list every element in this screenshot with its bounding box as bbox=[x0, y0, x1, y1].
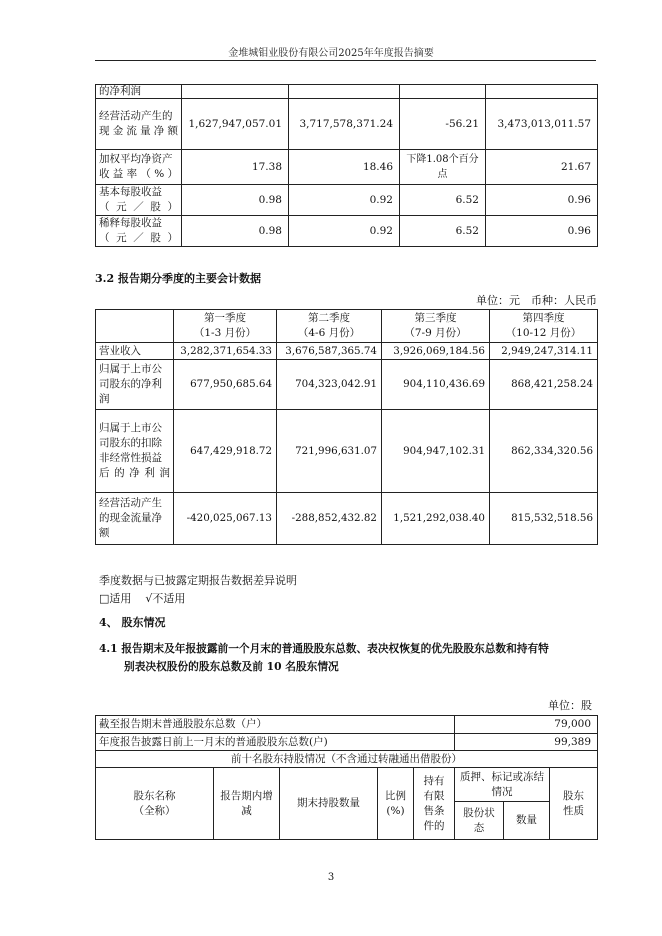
table-row bbox=[96, 751, 598, 768]
section-4-1-title-line1: 4.1 报告期末及年报披露前一个月末的普通股股东总数、表决权恢复的优先股股东总数和持有特 bbox=[99, 642, 549, 655]
header-q1: 第一季度 （1-3 月份） bbox=[174, 310, 277, 343]
table-cell: 0.92 bbox=[289, 185, 400, 216]
table-cell: 721,996,631.07 bbox=[277, 410, 382, 493]
table-cell bbox=[486, 85, 598, 99]
quarterly-data-table bbox=[95, 309, 598, 545]
unit-currency-label: 单位：元 币种：人民币 bbox=[476, 294, 597, 307]
header-restricted-shares: 持有有限售条件的 bbox=[414, 768, 455, 840]
table-header-row bbox=[96, 310, 598, 343]
section-3-2-title: 3.2 报告期分季度的主要会计数据 bbox=[95, 272, 261, 285]
table-row bbox=[96, 734, 598, 751]
table-row bbox=[96, 150, 598, 185]
table-cell: 0.98 bbox=[182, 185, 289, 216]
table-header-row bbox=[96, 768, 598, 802]
table-row bbox=[96, 410, 598, 493]
row-label: 截至报告期末普通股股东总数（户） bbox=[96, 716, 455, 734]
table-cell: 0.96 bbox=[486, 216, 598, 247]
table-cell: 18.46 bbox=[289, 150, 400, 185]
table-cell: 0.92 bbox=[289, 216, 400, 247]
row-label: 年度报告披露日前上一月末的普通股股东总数(户) bbox=[96, 734, 455, 751]
row-label: 经营活动产生的现金流量净额 bbox=[96, 99, 182, 150]
header-share-state: 股份状态 bbox=[455, 802, 504, 840]
table-row bbox=[96, 99, 598, 150]
header-empty-cell bbox=[96, 310, 174, 343]
table-row bbox=[96, 185, 598, 216]
header-q4: 第四季度 （10-12 月份） bbox=[490, 310, 598, 343]
table-cell: 3,926,069,184.56 bbox=[382, 343, 490, 360]
top10-caption: 前十名股东持股情况（不含通过转融通出借股份） bbox=[96, 751, 598, 768]
key-indicators-table bbox=[95, 84, 598, 247]
option-not-applicable: √不适用 bbox=[145, 592, 186, 605]
table-cell: 下降1.08个百分点 bbox=[400, 150, 486, 185]
table-cell: 99,389 bbox=[455, 734, 598, 751]
shareholders-table bbox=[95, 715, 598, 840]
table-cell bbox=[289, 85, 400, 99]
table-cell: 79,000 bbox=[455, 716, 598, 734]
table-cell: 2,949,247,314.11 bbox=[490, 343, 598, 360]
table-cell: 1,627,947,057.01 bbox=[182, 99, 289, 150]
table-cell: 3,717,578,371.24 bbox=[289, 99, 400, 150]
header-period-change: 报告期内增减 bbox=[214, 768, 280, 840]
table-cell: -56.21 bbox=[400, 99, 486, 150]
table-cell: -288,852,432.82 bbox=[277, 493, 382, 545]
table-cell: 677,950,685.64 bbox=[174, 360, 277, 410]
table-cell: 6.52 bbox=[400, 185, 486, 216]
table-cell: 17.38 bbox=[182, 150, 289, 185]
row-label: 加权平均净资产收益率（%） bbox=[96, 150, 182, 185]
table-cell: 3,282,371,654.33 bbox=[174, 343, 277, 360]
table-cell: 815,532,518.56 bbox=[490, 493, 598, 545]
table-row bbox=[96, 343, 598, 360]
table-cell: 862,334,320.56 bbox=[490, 410, 598, 493]
table-row bbox=[96, 716, 598, 734]
section-4-1-title-line2: 别表决权股份的股东总数及前 10 名股东情况 bbox=[124, 660, 339, 673]
header-q2: 第二季度 （4-6 月份） bbox=[277, 310, 382, 343]
header-shares-held: 期末持股数量 bbox=[280, 768, 378, 840]
table-cell bbox=[400, 85, 486, 99]
header-shareholder-name: 股东名称（全称） bbox=[96, 768, 214, 840]
page-number: 3 bbox=[327, 872, 335, 883]
table-cell: -420,025,067.13 bbox=[174, 493, 277, 545]
row-label: 稀释每股收益（元／股） bbox=[96, 216, 182, 247]
table-cell: 868,421,258.24 bbox=[490, 360, 598, 410]
table-cell: 1,521,292,038.40 bbox=[382, 493, 490, 545]
table-row bbox=[96, 85, 598, 99]
table-cell: 21.67 bbox=[486, 150, 598, 185]
table-cell: 647,429,918.72 bbox=[174, 410, 277, 493]
header-pledge-status: 质押、标记或冻结情况 bbox=[455, 768, 550, 802]
table-cell: 6.52 bbox=[400, 216, 486, 247]
row-label: 经营活动产生的现金流量净额 bbox=[96, 493, 174, 545]
header-q3: 第三季度 （7-9 月份） bbox=[382, 310, 490, 343]
header-quantity: 数量 bbox=[504, 802, 550, 840]
header-divider bbox=[95, 60, 596, 61]
table-cell: 3,473,013,011.57 bbox=[486, 99, 598, 150]
table-row bbox=[96, 360, 598, 410]
header-shareholder-nature: 股东性质 bbox=[550, 768, 598, 840]
table-cell bbox=[182, 85, 289, 99]
table-cell: 0.98 bbox=[182, 216, 289, 247]
page-header: 金堆城钼业股份有限公司2025年年度报告摘要 bbox=[228, 48, 434, 59]
row-label: 营业收入 bbox=[96, 343, 174, 360]
section-4-title: 4、 股东情况 bbox=[99, 616, 166, 629]
applicability-options bbox=[99, 590, 185, 606]
row-label: 的净利润 bbox=[96, 85, 182, 99]
option-applicable: □适用 bbox=[99, 592, 132, 605]
table-cell: 904,947,102.31 bbox=[382, 410, 490, 493]
table-row bbox=[96, 493, 598, 545]
share-unit-label: 单位：股 bbox=[548, 699, 592, 712]
table-row bbox=[96, 216, 598, 247]
table-cell: 904,110,436.69 bbox=[382, 360, 490, 410]
quarterly-diff-note: 季度数据与已披露定期报告数据差异说明 bbox=[99, 574, 297, 587]
row-label: 归属于上市公司股东的扣除非经常性损益后的净利润 bbox=[96, 410, 174, 493]
row-label: 基本每股收益（元／股） bbox=[96, 185, 182, 216]
header-ratio: 比例(%) bbox=[378, 768, 414, 840]
table-cell: 0.96 bbox=[486, 185, 598, 216]
row-label: 归属于上市公司股东的净利润 bbox=[96, 360, 174, 410]
table-cell: 704,323,042.91 bbox=[277, 360, 382, 410]
table-cell: 3,676,587,365.74 bbox=[277, 343, 382, 360]
